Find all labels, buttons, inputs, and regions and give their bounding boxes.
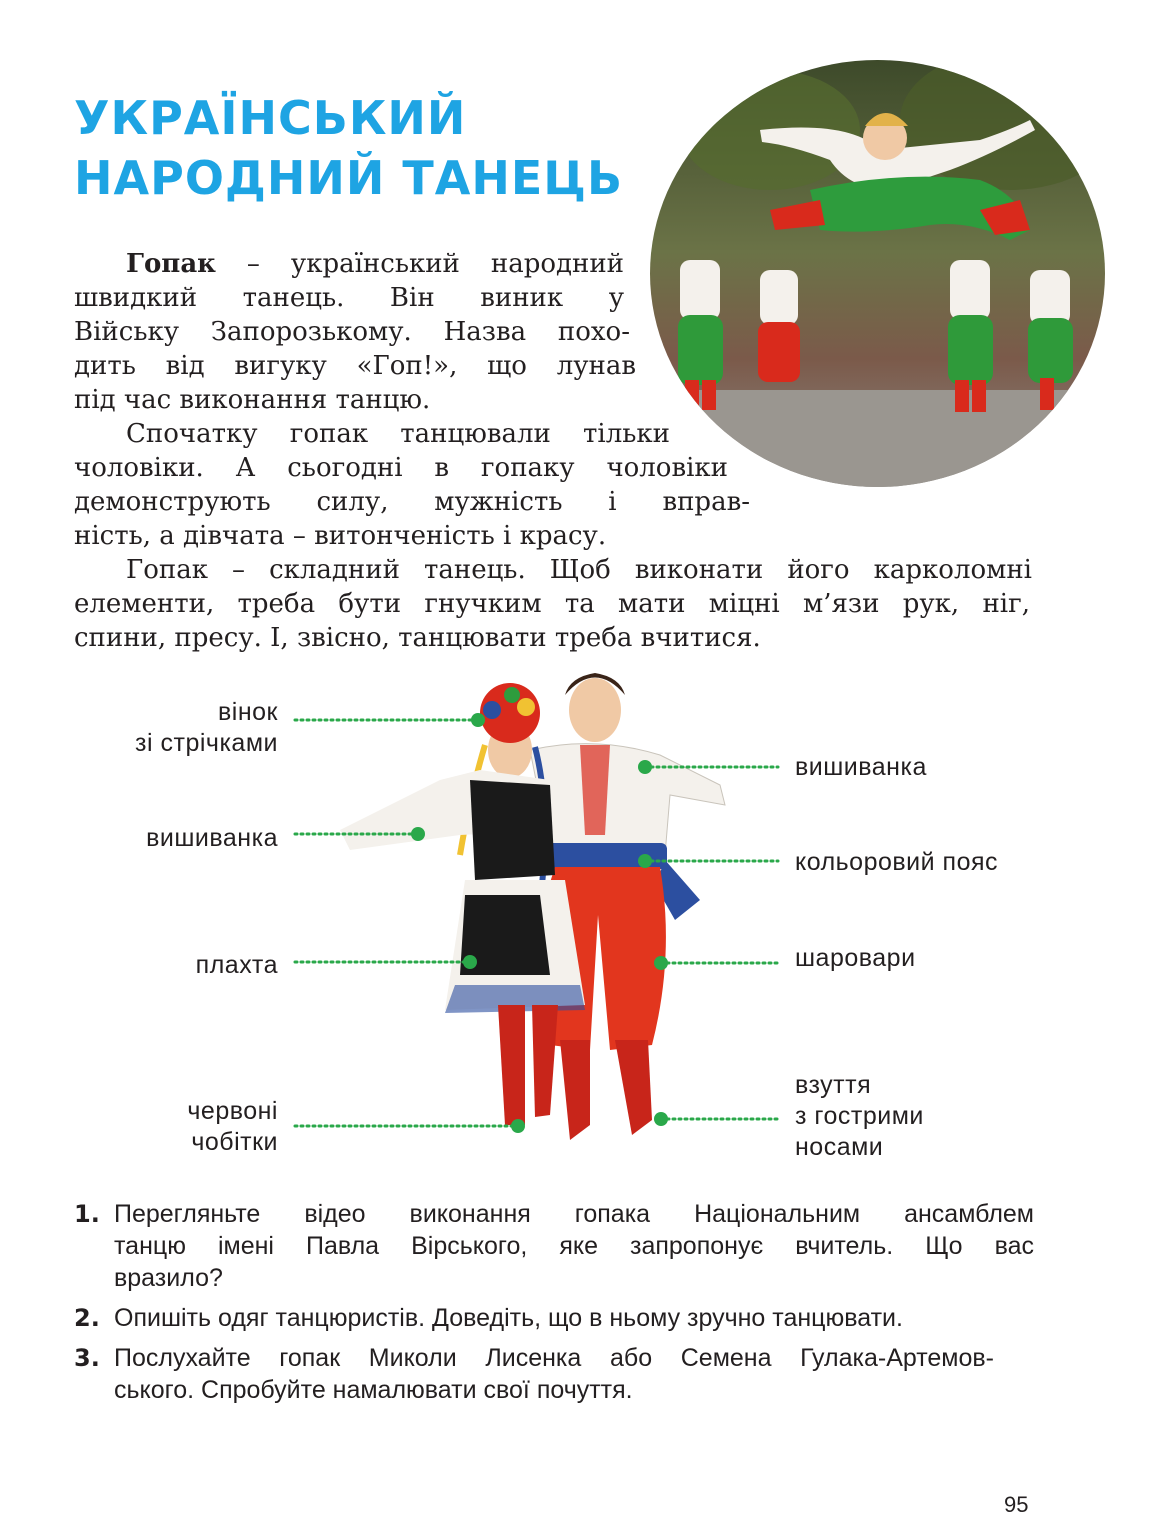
label-vinok-line-1: вінок xyxy=(218,698,278,726)
marker-vyshyvanka-right xyxy=(638,760,652,774)
task-2-line-1: Опишіть одяг танцюристів. Доведіть, що в ньому зручно танцювати. xyxy=(114,1304,903,1332)
marker-sharovary xyxy=(654,956,668,970)
label-vzuttia xyxy=(795,1070,924,1163)
label-chobitky xyxy=(187,1096,278,1158)
label-chobitky-line-2: чобітки xyxy=(191,1128,278,1156)
task-number: 1. xyxy=(74,1200,100,1228)
label-vinok xyxy=(135,697,278,759)
paragraph-2-line-2: чоловіки. А сьогодні в гопаку чоловіки xyxy=(74,453,728,483)
paragraph-2-line-1: Спочатку гопак танцювали тільки xyxy=(126,419,670,449)
marker-plakhta xyxy=(463,955,477,969)
label-vzuttia-line-3: носами xyxy=(795,1133,884,1161)
label-poyas: кольоровий пояс xyxy=(795,848,999,876)
task-1-line-2: танцю імені Павла Вірського, яке запропонує вчитель. Що вас xyxy=(114,1232,1034,1260)
title-line-2: НАРОДНИЙ ТАНЕЦЬ xyxy=(74,151,624,205)
task-1-line-3: вразило? xyxy=(114,1264,223,1292)
marker-vinok xyxy=(471,713,485,727)
paragraph-1-line-4: дить від вигуку «Гоп!», що лунав xyxy=(74,351,636,381)
paragraph-1-line-1-rest: – український народний xyxy=(215,249,624,279)
task-1 xyxy=(74,1198,1034,1294)
task-3 xyxy=(74,1342,1034,1406)
task-2 xyxy=(74,1302,1034,1334)
label-plakhta: плахта xyxy=(195,951,278,979)
paragraph-1-line-5: під час виконання танцю. xyxy=(74,385,431,415)
label-vyshyvanka-left: вишиванка xyxy=(146,824,278,852)
paragraph-3-line-2: елементи, треба бути гнучким та мати міцні м’язи рук, ніг, xyxy=(74,589,1030,619)
paragraph-2-line-4: ність, а дівчата – витонченість і красу. xyxy=(74,521,607,551)
task-3-line-2: ського. Спробуйте намалювати свої почуття. xyxy=(114,1376,633,1404)
label-sharovary: шаровари xyxy=(795,944,916,972)
task-number: 2. xyxy=(74,1304,100,1332)
paragraph-3-line-1: Гопак – складний танець. Щоб виконати його карколомні xyxy=(126,555,1032,585)
marker-vyshyvanka-left xyxy=(411,827,425,841)
marker-poyas xyxy=(638,854,652,868)
label-vinok-line-2: зі стрічками xyxy=(135,729,278,757)
label-vzuttia-line-2: з гострими xyxy=(795,1102,924,1130)
title-line-1: УКРАЇНСЬКИЙ xyxy=(74,91,467,145)
task-number: 3. xyxy=(74,1344,100,1372)
paragraph-1-line-3: Війську Запорозькому. Назва похо- xyxy=(74,317,630,347)
marker-chobitky xyxy=(511,1119,525,1133)
page-number: 95 xyxy=(1004,1492,1029,1517)
paragraph-2-line-3: демонструють силу, мужність і вправ- xyxy=(74,487,750,517)
paragraph-3-line-3: спини, пресу. І, звісно, танцювати треба вчитися. xyxy=(74,623,761,653)
marker-vzuttia xyxy=(654,1112,668,1126)
label-chobitky-line-1: червоні xyxy=(187,1097,278,1125)
label-vzuttia-line-1: взуття xyxy=(795,1071,872,1099)
label-vyshyvanka-right: вишиванка xyxy=(795,753,927,781)
term-hopak: Гопак xyxy=(126,249,216,279)
task-list xyxy=(74,1198,1034,1414)
task-1-line-1: Перегляньте відео виконання гопака Національним ансамблем xyxy=(114,1200,1034,1228)
paragraph-1-line-2: швидкий танець. Він виник у xyxy=(74,283,624,313)
task-3-line-1: Послухайте гопак Миколи Лисенка або Семена Гулака-Артемов- xyxy=(114,1344,994,1372)
